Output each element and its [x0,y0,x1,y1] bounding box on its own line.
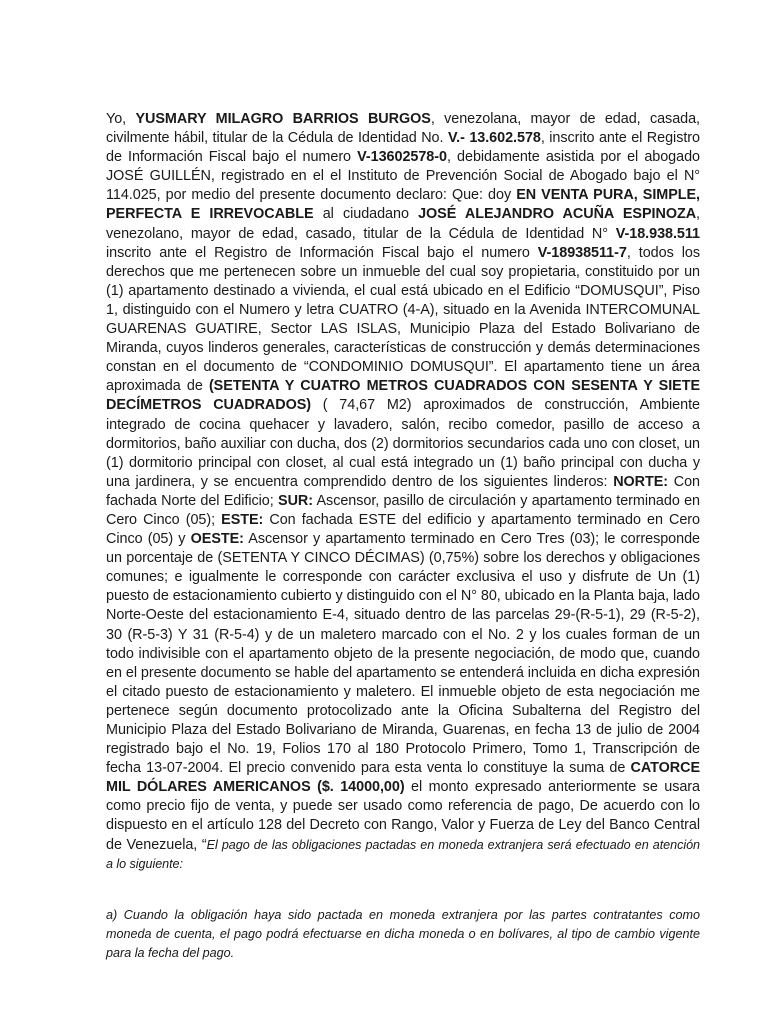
text-run: , inscrito ante el Registro de Información Fiscal bajo el numero [106,130,700,166]
text-run: Ascensor y apartamento terminado en Cero Tres (03); le corresponde un porcentaje de (SETENTA Y CINCO DÉCIMAS) (0,75%) sobre los derechos y obligaciones comunes; e igualmente le corresponde con carácter exclusiva el uso y disfrute de Un (1) puesto de estacionamiento cubierto y distinguido con el N° 80, ubicado en la Planta baja, lado Norte-Oeste del estacionamiento E-4, situado dentro de las parcelas 29-(R-5-1), 29 (R-5-2), 30 (R-5-3) Y 31 (R-5-4) y de un maletero marcado con el No. 2 y los cuales forman de un todo indivisible con el apartamento objeto de la presente negociación, de modo que, cuando en el presente documento se hable del apartamento se entenderá incluida en dicha expresión el citado puesto de estacionamiento y maletero. El inmueble objeto de esta negociación me pertenece según documento protocolizado ante la Oficina Subalterna del Registro del Municipio Plaza del Estado Bolivariano de Miranda, Guarenas, en fecha 13 de julio de 2004 registrado bajo el No. 19, Folios 170 al 180 Protocolo Primero, Tomo 1, Transcripción de fecha 13-07-2004. El precio convenido para esta venta lo constituye la suma de [106,531,700,777]
text-run: , venezolano, mayor de edad, casado, titular de la Cédula de Identidad N° [106,206,700,242]
text-run: , venezolana, mayor de edad, casada, civilmente hábil, titular de la Cédula de Identidad No. [106,111,701,147]
text-run: ( 74,67 M2) aproximados de construcción, Ambiente integrado de cocina quehacer y lavadero, salón, recibo comedor, pasillo de acceso a dormitorios, baño auxiliar con ducha, dos (2) dormitorios secundarios cada uno con closet, un (1) dormitorio principal con closet, al cual está integrado un (1) baño principal con ducha y una jardinera, y se encuentra comprendido dentro de los siguientes linderos: [106,397,700,490]
buyer-id-number: V-18.938.511 [615,225,700,242]
text-run: , todos los derechos que me pertenecen sobre un inmueble del cual soy propietaria, constituido por un (1) apartamento destinado a vivienda, el cual está ubicado en el Edificio “DOMUSQUI”, Piso 1, distinguido con el Numero y letra CUATRO (4-A), situado en la Avenida INTERCOMUNAL GUARENAS GUATIRE, Sector LAS ISLAS, Municipio Plaza del Estado Bolivariano de Miranda, cuyos linderos generales, características de construcción y demás determinaciones constan en el documento de “CONDOMINIO DOMUSQUI”. El apartamento tiene un área aproximada de [106,244,700,395]
main-paragraph [106,110,700,874]
boundary-east-label: ESTE: [221,511,264,528]
seller-name: YUSMARY MILAGRO BARRIOS BURGOS [135,111,431,127]
boundary-south-label: SUR: [278,492,313,509]
text-run: Con fachada ESTE del edificio y apartamento terminado en Cero Cinco (05) y [106,511,701,548]
boundary-west-label: OESTE: [190,531,244,548]
buyer-rif-number: V-18938511-7 [537,244,627,261]
text-run: Con fachada Norte del Edificio; [106,473,700,509]
text-run: , debidamente asistida por el abogado JOSÉ GUILLÉN, registrado en el el Instituto de Prevención Social de Abogado bajo el N° 114.025, por medio del presente documento declaro: Que: doy [106,149,700,204]
sale-price: CATORCE MIL DÓLARES AMERICANOS ($. 14000,00) [106,760,700,796]
text-run: el monto expresado anteriormente se usara como precio fijo de venta, y puede ser usado como referencia de pago, De acuerdo con lo dispuesto en el artículo 128 del Decreto con Rango, Valor y Fuerza de Ley del Banco Central de Venezuela, “ [106,779,700,853]
sale-type: EN VENTA PURA, SIMPLE, PERFECTA E IRREVOCABLE [106,187,700,223]
seller-rif-number: V-13602578-0 [357,149,447,166]
text-run: Ascensor, pasillo de circulación y apartamento terminado en Cero Cinco (05); [106,492,700,528]
seller-id-number: V.- 13.602.578 [447,130,541,147]
text-run: al ciudadano [313,206,419,223]
legal-quote-paragraph-a: a) Cuando la obligación haya sido pactada en moneda extranjera por las partes contratantes como moneda de cuenta, el pago podrá efectuarse en dicha moneda o en bolívares, al tipo de cambio vigente para la fecha del pago. [106,908,700,960]
text-run: Yo, [106,111,136,127]
legal-quote-intro: El pago de las obligaciones pactadas en moneda extranjera será efectuado en atención a lo siguiente: [106,837,700,871]
buyer-name: JOSÉ ALEJANDRO ACUÑA ESPINOZA [418,206,697,223]
property-area: (SETENTA Y CUATRO METROS CUADRADOS CON SESENTA Y SIETE DECÍMETROS CUADRADOS) [106,378,700,414]
boundary-north-label: NORTE: [613,473,669,490]
text-run: inscrito ante el Registro de Información Fiscal bajo el numero [106,244,538,261]
